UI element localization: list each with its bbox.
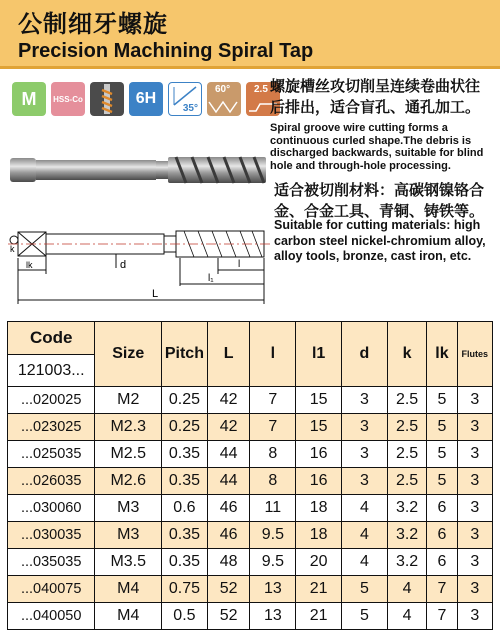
header-l1: l1 [296, 322, 342, 387]
tolerance-badge: 6H [129, 82, 163, 116]
cell-flutes: 3 [457, 387, 492, 414]
cell-flutes: 3 [457, 468, 492, 495]
cell-l1: 16 [296, 468, 342, 495]
header-pitch: Pitch [162, 322, 208, 387]
table-row [8, 576, 493, 603]
cell-l: 8 [250, 468, 296, 495]
feature-badges [12, 82, 280, 116]
cell-lk: 5 [427, 441, 457, 468]
cell-lk: 5 [427, 414, 457, 441]
table-row [8, 495, 493, 522]
table-row [8, 522, 493, 549]
header-code-prefix: 121003... [8, 355, 95, 387]
cell-k: 4 [387, 576, 427, 603]
cell-d: 4 [342, 549, 388, 576]
header-code: Code [8, 322, 95, 355]
cell-size: M3.5 [95, 549, 162, 576]
cell-l1: 20 [296, 549, 342, 576]
cell-size: M4 [95, 576, 162, 603]
cell-flutes: 3 [457, 576, 492, 603]
dim-l1: l₁ [208, 273, 214, 284]
cell-l: 44 [207, 468, 250, 495]
cell-l: 44 [207, 441, 250, 468]
cell-lk: 7 [427, 603, 457, 630]
cell-code: ...035035 [8, 549, 95, 576]
spiral-tap-icon [90, 82, 124, 116]
cell-l1: 15 [296, 414, 342, 441]
cell-pitch: 0.35 [162, 441, 208, 468]
cell-size: M2 [95, 387, 162, 414]
header-L: L [207, 322, 250, 387]
cell-d: 3 [342, 468, 388, 495]
cell-pitch: 0.35 [162, 549, 208, 576]
cell-k: 2.5 [387, 414, 427, 441]
dim-k: k [10, 244, 15, 254]
cell-size: M2.5 [95, 441, 162, 468]
header-flutes: Flutes [457, 322, 492, 387]
cell-k: 4 [387, 603, 427, 630]
dim-lk: lk [26, 260, 33, 270]
title-english: Precision Machining Spiral Tap [18, 40, 314, 62]
cell-flutes: 3 [457, 522, 492, 549]
cell-pitch: 0.5 [162, 603, 208, 630]
cell-l: 42 [207, 414, 250, 441]
cell-k: 3.2 [387, 495, 427, 522]
cell-l1: 18 [296, 522, 342, 549]
cell-l: 13 [250, 576, 296, 603]
cell-flutes: 3 [457, 414, 492, 441]
cell-l: 13 [250, 603, 296, 630]
cell-pitch: 0.35 [162, 522, 208, 549]
cell-l1: 21 [296, 576, 342, 603]
specification-table [7, 321, 493, 630]
cell-l: 42 [207, 387, 250, 414]
cell-l1: 21 [296, 603, 342, 630]
hss-co-badge: HSS-Co [51, 82, 85, 116]
cell-size: M2.3 [95, 414, 162, 441]
table-row [8, 549, 493, 576]
cell-size: M4 [95, 603, 162, 630]
header-d: d [342, 322, 388, 387]
cell-d: 4 [342, 522, 388, 549]
description-chinese: 螺旋槽丝攻切削呈连续卷曲状往后排出，适合盲孔、通孔加工。 [270, 78, 481, 116]
spiral-tap-photo [8, 150, 270, 190]
header-divider [0, 66, 500, 69]
cell-lk: 6 [427, 495, 457, 522]
cell-pitch: 0.25 [162, 387, 208, 414]
table-row [8, 387, 493, 414]
table-row [8, 414, 493, 441]
cell-flutes: 3 [457, 441, 492, 468]
cell-code: ...030035 [8, 522, 95, 549]
cell-lk: 5 [427, 387, 457, 414]
cell-l: 52 [207, 603, 250, 630]
dim-L: L [152, 288, 159, 300]
header-size: Size [95, 322, 162, 387]
table-row [8, 468, 493, 495]
cell-size: M2.6 [95, 468, 162, 495]
chamfer-icon: 2.5 [246, 82, 280, 116]
cell-d: 5 [342, 603, 388, 630]
header-banner [0, 0, 500, 69]
header-l: l [250, 322, 296, 387]
cell-k: 3.2 [387, 549, 427, 576]
cell-lk: 5 [427, 468, 457, 495]
cell-code: ...020025 [8, 387, 95, 414]
helix-angle-icon: 35° [168, 82, 202, 116]
cell-l: 11 [250, 495, 296, 522]
table-body [8, 387, 493, 630]
cell-pitch: 0.6 [162, 495, 208, 522]
cell-code: ...023025 [8, 414, 95, 441]
thread-angle-icon: 60° [207, 82, 241, 116]
cell-l: 8 [250, 441, 296, 468]
cell-pitch: 0.35 [162, 468, 208, 495]
materials-chinese: 适合被切削材料：高碳钢镍铬合金、合金工具、青铜、铸铁等。 [274, 182, 485, 220]
cell-l: 9.5 [250, 522, 296, 549]
cell-l: 46 [207, 495, 250, 522]
cell-d: 3 [342, 441, 388, 468]
cell-l: 52 [207, 576, 250, 603]
cell-code: ...030060 [8, 495, 95, 522]
cell-l1: 16 [296, 441, 342, 468]
cell-lk: 6 [427, 549, 457, 576]
cell-code: ...025035 [8, 441, 95, 468]
cell-k: 3.2 [387, 522, 427, 549]
cell-size: M3 [95, 522, 162, 549]
materials-english: Suitable for cutting materials: high carbon steel nickel-chromium alloy, alloy tools, bronze, cast iron, etc. [274, 218, 486, 263]
tap-dimension-drawing [8, 224, 270, 310]
cell-lk: 6 [427, 522, 457, 549]
cell-lk: 7 [427, 576, 457, 603]
title-chinese: 公制细牙螺旋 [18, 10, 168, 38]
cell-flutes: 3 [457, 549, 492, 576]
cell-d: 3 [342, 414, 388, 441]
cell-code: ...026035 [8, 468, 95, 495]
cell-d: 3 [342, 387, 388, 414]
cell-flutes: 3 [457, 495, 492, 522]
m-badge: M [12, 82, 46, 116]
cell-l1: 18 [296, 495, 342, 522]
cell-pitch: 0.75 [162, 576, 208, 603]
dim-d: d [120, 259, 127, 271]
table-row [8, 603, 493, 630]
table-row [8, 441, 493, 468]
description-english: Spiral groove wire cutting forms a continuous curled shape.The debris is discharged backwards, suitable for blind hole and through-hole processing. [270, 122, 484, 172]
header-k: k [387, 322, 427, 387]
header-lk: lk [427, 322, 457, 387]
cell-k: 2.5 [387, 441, 427, 468]
cell-code: ...040050 [8, 603, 95, 630]
cell-flutes: 3 [457, 603, 492, 630]
cell-size: M3 [95, 495, 162, 522]
cell-l: 7 [250, 414, 296, 441]
cell-l: 7 [250, 387, 296, 414]
cell-k: 2.5 [387, 387, 427, 414]
cell-k: 2.5 [387, 468, 427, 495]
cell-code: ...040075 [8, 576, 95, 603]
dim-l: l [238, 259, 241, 270]
cell-l1: 15 [296, 387, 342, 414]
cell-d: 5 [342, 576, 388, 603]
cell-l: 9.5 [250, 549, 296, 576]
cell-l: 46 [207, 522, 250, 549]
cell-pitch: 0.25 [162, 414, 208, 441]
cell-l: 48 [207, 549, 250, 576]
cell-d: 4 [342, 495, 388, 522]
